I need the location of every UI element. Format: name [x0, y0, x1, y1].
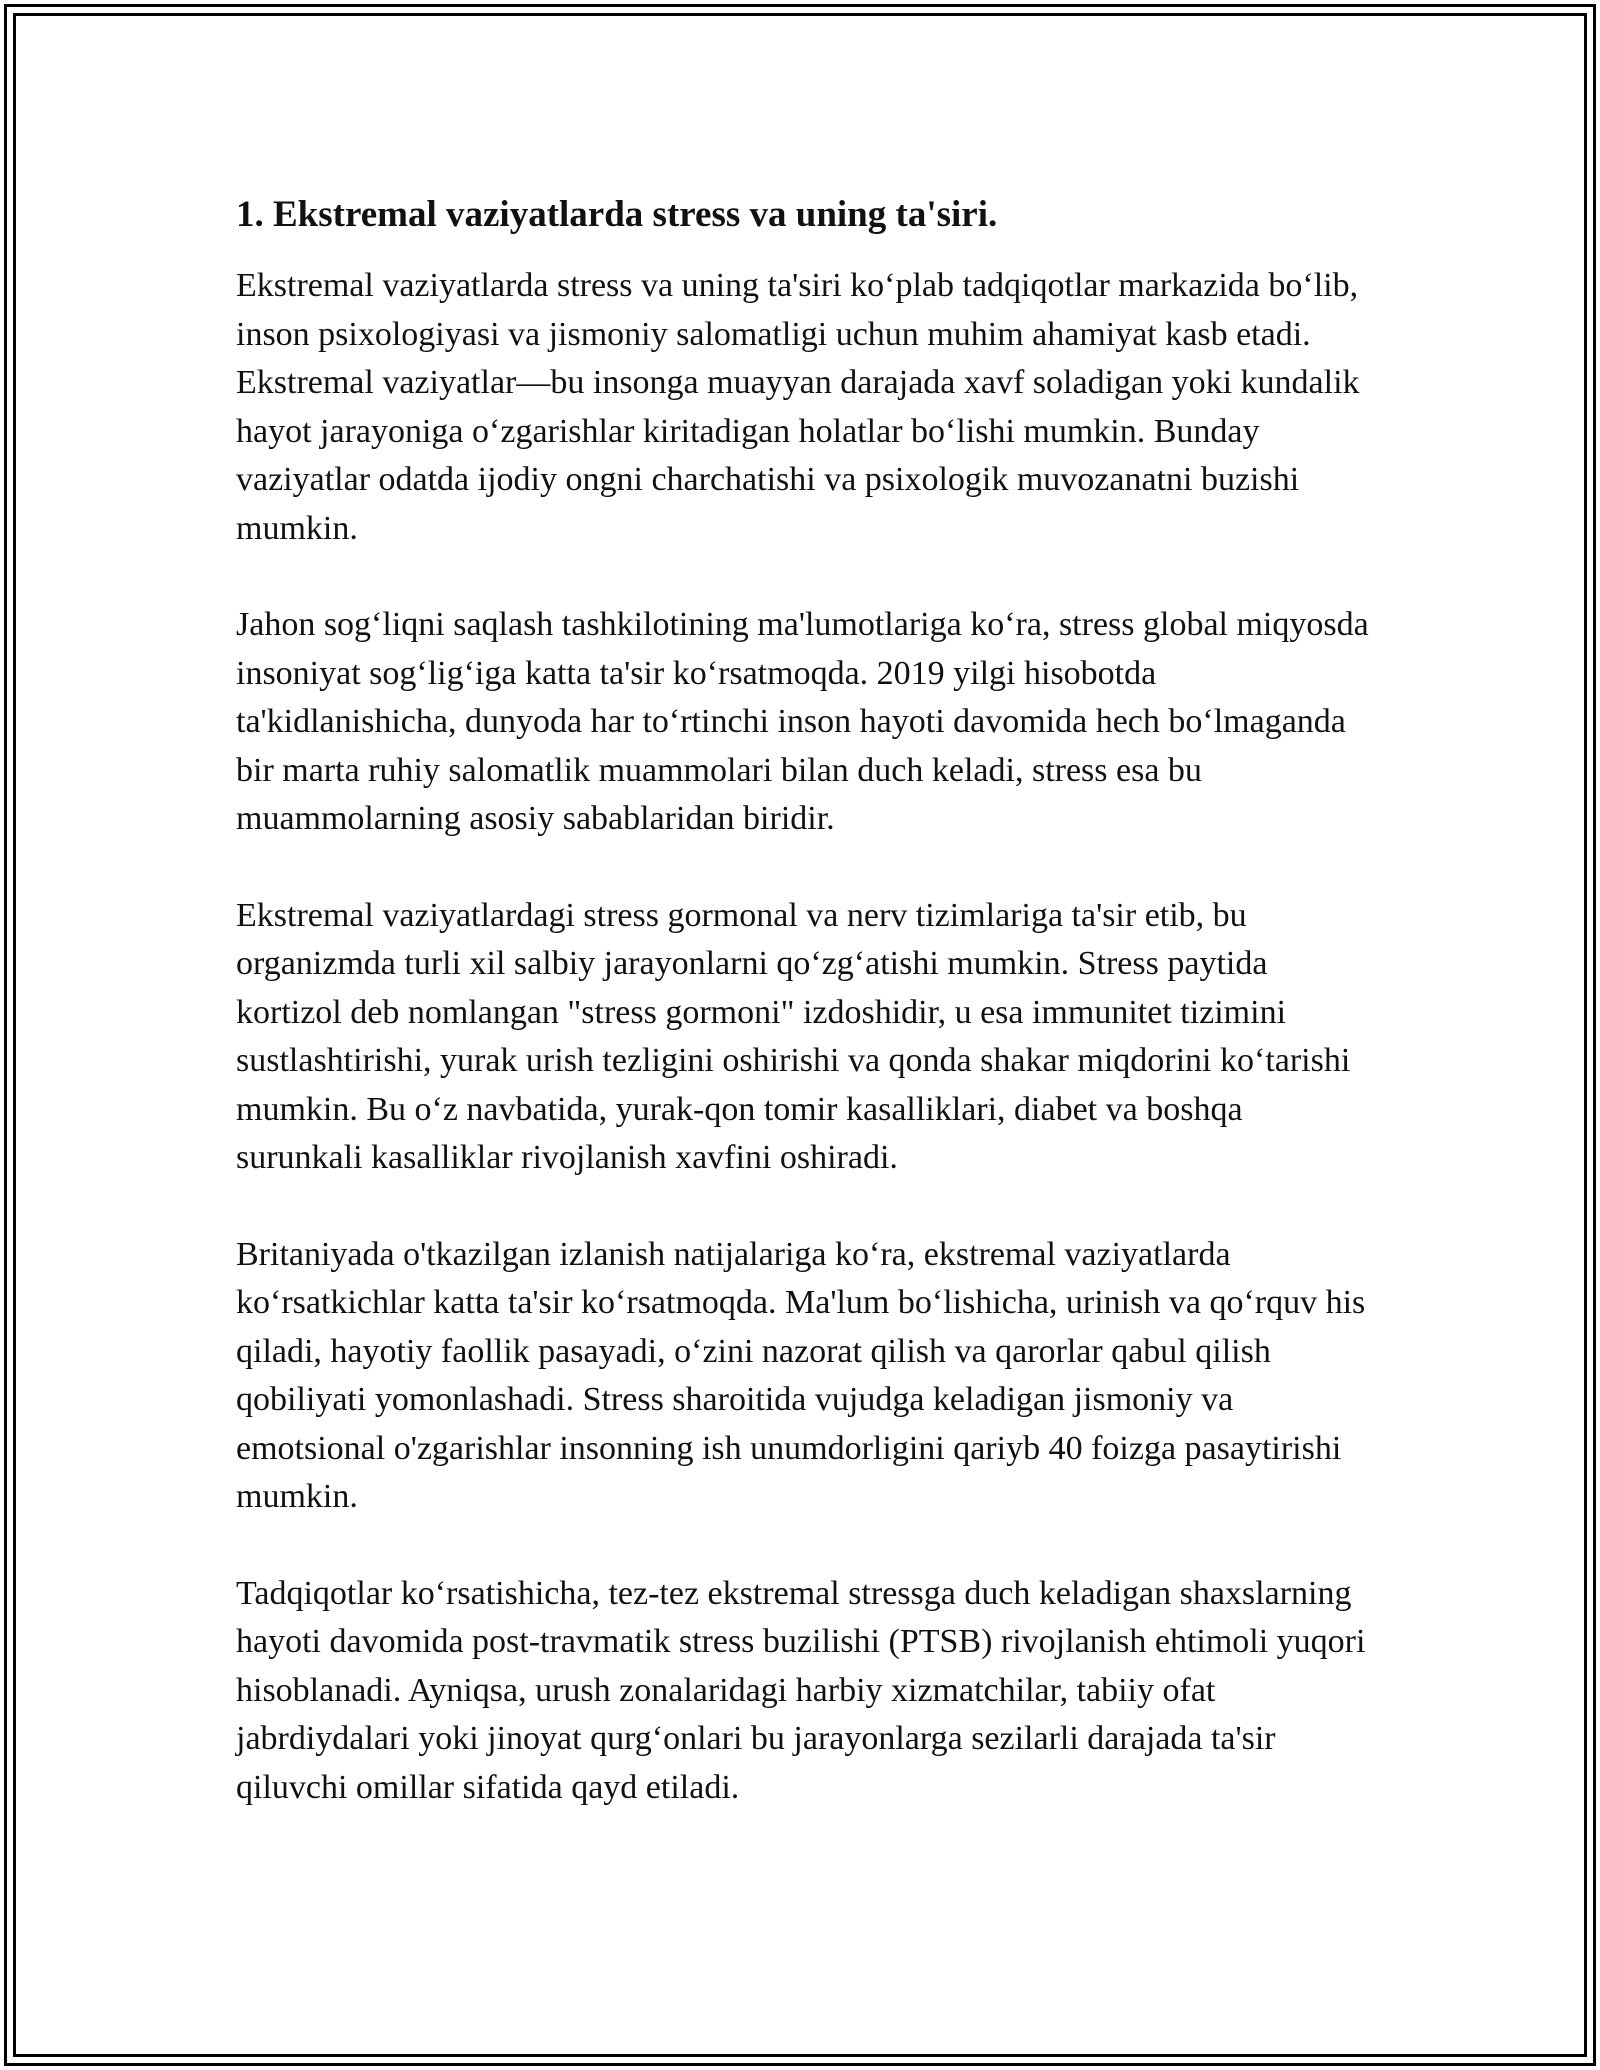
paragraph-5: Tadqiqotlar koʻrsatishicha, tez-tez ekstremal stressga duch keladigan shaxslarning hayoti davomida post-travmatik stress buzilishi (PTSB) rivojlanish ehtimoli yuqori hisoblanadi. Ayniqsa, urush zonalaridagi harbiy xizmatchilar, tabiiy ofat jabrdiydalari yoki jinoyat qurgʻonlari bu jarayonlarga sezilarli darajada ta'sir qiluvchi omillar sifatida qayd etiladi. — [236, 1574, 1366, 1806]
paragraph-4: Britaniyada o'tkazilgan izlanish natijalariga koʻra, ekstremal vaziyatlarda koʻrsatkichlar katta ta'sir koʻrsatmoqda. Ma'lum boʻlishicha, urinish va qoʻrquv his qiladi, hayotiy faollik pasayadi, oʻzini nazorat qilish va qarorlar qabul qilish qobiliyati yomonlashadi. Stress sharoitida vujudga keladigan jismoniy va emotsional o'zgarishlar insonning ish unumdorligini qariyb 40 foizga pasaytirishi mumkin. — [236, 1235, 1366, 1515]
section-heading: 1. Ekstremal vaziyatlarda stress va uning ta'siri. — [236, 194, 998, 235]
document-body — [236, 188, 1376, 1812]
paragraph-1: Ekstremal vaziyatlarda stress va uning ta'siri koʻplab tadqiqotlar markazida boʻlib, inson psixologiyasi va jismoniy salomatligi uchun muhim ahamiyat kasb etadi. Ekstremal vaziyatlar—bu insonga muayyan darajada xavf soladigan yoki kundalik hayot jarayoniga oʻzgarishlar kiritadigan holatlar boʻlishi mumkin. Bunday vaziyatlar odatda ijodiy ongni charchatishi va psixologik muvozanatni buzishi mumkin. — [236, 267, 1360, 547]
paragraph-2: Jahon sogʻliqni saqlash tashkilotining ma'lumotlariga koʻra, stress global miqyosda insoniyat sogʻligʻiga katta ta'sir koʻrsatmoqda. 2019 yilgi hisobotda ta'kidlanishicha, dunyoda har toʻrtinchi inson hayoti davomida hech boʻlmaganda bir marta ruhiy salomatlik muammolari bilan duch keladi, stress esa bu muammolarning asosiy sabablaridan biridir. — [236, 606, 1369, 837]
paragraph-3: Ekstremal vaziyatlardagi stress gormonal va nerv tizimlariga ta'sir etib, bu organizmda turli xil salbiy jarayonlarni qoʻzgʻatishi mumkin. Stress paytida kortizol deb nomlangan "stress gormoni" izdoshidir, u esa immunitet tizimini sustlashtirishi, yurak urish tezligini oshirishi va qonda shakar miqdorini koʻtarishi mumkin. Bu oʻz navbatida, yurak-qon tomir kasalliklari, diabet va boshqa surunkali kasalliklar rivojlanish xavfini oshiradi. — [236, 896, 1351, 1176]
